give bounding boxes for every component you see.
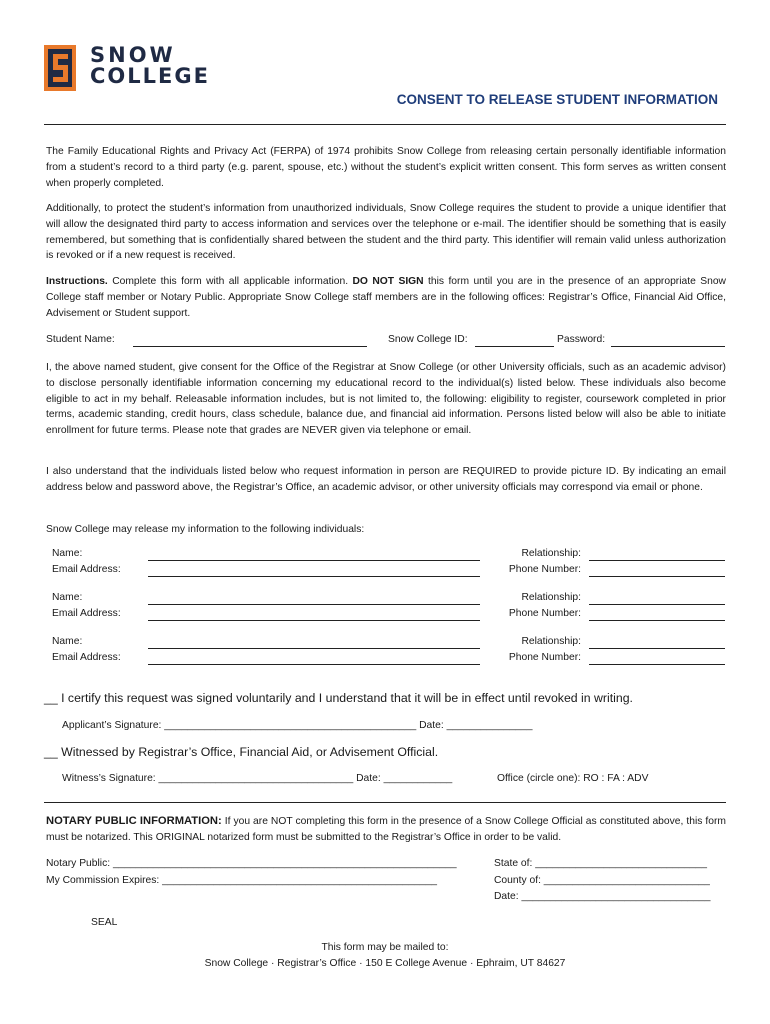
- individual-1-phone-field[interactable]: [589, 576, 725, 577]
- individual-3-name-label: Name:: [52, 636, 83, 647]
- consent-paragraph: I, the above named student, give consent for the Office of the Registrar at Snow College (or other University officials, such as an academic advisor) to disclose personally identifiable information concerning my educational record to the individual(s) listed below. These individuals also become eligible to act in my behalf. Releasable information includes, but is not limited to, the following: eligibility to register, coursework completed in prior terms, academic standing, credit hours, class schedule, balance due, and financial aid information. Persons listed below will also be able to initiate enrollment for future terms. Please note that grades are NEVER given via telephone or email.: [46, 362, 726, 437]
- commission-expires-line[interactable]: My Commission Expires: ________________________________________________: [46, 875, 438, 886]
- individual-2-email-field[interactable]: [148, 620, 480, 621]
- applicant-signature-line[interactable]: Applicant’s Signature: ____________________________________________ Date: _______________: [62, 720, 533, 731]
- individual-3-name-field[interactable]: [148, 648, 480, 649]
- individual-2-phone-label: Phone Number:: [508, 608, 581, 619]
- instructions-text-1: Complete this form with all applicable information.: [107, 276, 353, 287]
- student-id-field[interactable]: [475, 346, 554, 347]
- instructions-label: Instructions.: [46, 276, 108, 287]
- ferpa-paragraph: The Family Educational Rights and Privacy Act (FERPA) of 1974 prohibits Snow College from releasing certain personally identifiable information from a student’s record to a third party (e.g. parent, spouse, etc.) without the student’s explicit written consent. This form serves as written consent when properly completed.: [46, 146, 726, 189]
- individual-1-relationship-label: Relationship:: [521, 548, 581, 559]
- title-divider: [44, 124, 726, 125]
- seal-label: SEAL: [91, 917, 118, 928]
- witness-signature-line[interactable]: Witness’s Signature: __________________________________ Date: ____________: [62, 773, 453, 784]
- do-not-sign-text: DO NOT SIGN: [352, 276, 424, 287]
- individual-1-phone-label: Phone Number:: [508, 564, 581, 575]
- notary-paragraph: [46, 814, 726, 846]
- county-line[interactable]: County of: _____________________________: [494, 875, 710, 886]
- student-id-label: Snow College ID:: [388, 334, 468, 345]
- instructions-paragraph: [46, 274, 726, 321]
- student-name-label: Student Name:: [46, 334, 115, 345]
- student-name-field[interactable]: [133, 346, 367, 347]
- individual-3-phone-label: Phone Number:: [508, 652, 581, 663]
- notary-text: If you are NOT completing this form in the presence of a Snow College Official as constituted above, this form must be notarized. This ORIGINAL notarized form must be submitted to the Registrar’s Office in order to be valid.: [46, 816, 726, 843]
- notary-date-line[interactable]: Date: _________________________________: [494, 891, 711, 902]
- certify-checkbox-blank[interactable]: __: [44, 691, 58, 705]
- logo-line-1: SNOW: [90, 43, 176, 67]
- office-circle-one[interactable]: Office (circle one): RO : FA : ADV: [497, 773, 649, 784]
- password-field[interactable]: [611, 346, 725, 347]
- footer-address: Snow College · Registrar’s Office · 150 E College Avenue · Ephraim, UT 84627: [204, 958, 566, 969]
- release-intro: Snow College may release my information to the following individuals:: [46, 524, 365, 535]
- individual-3-relationship-label: Relationship:: [521, 636, 581, 647]
- instructions-text-2: this form until you are in the presence of an appropriate Snow College staff member or Notary Public. Appropriate Snow College staff members are in the following offices: Registrar’s Office, Financial Aid Office, Advisement or Student support.: [46, 276, 726, 319]
- individual-1-name-field[interactable]: [148, 560, 480, 561]
- witness-text: Witnessed by Registrar’s Office, Financial Aid, or Advisement Official.: [57, 745, 439, 759]
- snow-college-s-mark-icon: [44, 45, 76, 91]
- individual-1-email-field[interactable]: [148, 576, 480, 577]
- notary-public-line[interactable]: Notary Public: ____________________________________________________________: [46, 858, 457, 869]
- individual-3-phone-field[interactable]: [589, 664, 725, 665]
- witness-checkbox-blank[interactable]: __: [44, 745, 58, 759]
- individual-3-email-field[interactable]: [148, 664, 480, 665]
- certify-statement: [44, 690, 633, 706]
- state-line[interactable]: State of: ______________________________: [494, 858, 708, 869]
- individual-2-email-label: Email Address:: [52, 608, 121, 619]
- logo-line-2: COLLEGE: [90, 64, 210, 88]
- page-title: CONSENT TO RELEASE STUDENT INFORMATION: [396, 92, 718, 107]
- identifier-paragraph: Additionally, to protect the student’s information from unauthorized individuals, Snow College requires the student to provide a unique identifier that will allow the designated third party to access information and services over the telephone or e-mail. The identifier should be something that is easily remembered, but something that is confidentially shared between the student and the third party. This identifier will remain valid unless authorization is revoked or if a new request is received.: [46, 203, 726, 262]
- notary-heading: NOTARY PUBLIC INFORMATION:: [46, 815, 222, 827]
- individual-2-phone-field[interactable]: [589, 620, 725, 621]
- logo-wordmark: [90, 45, 210, 87]
- witness-statement: [44, 744, 438, 760]
- individual-1-name-label: Name:: [52, 548, 83, 559]
- footer-mail-label: This form may be mailed to:: [321, 942, 449, 953]
- snow-college-logo: [44, 45, 214, 95]
- individual-3-relationship-field[interactable]: [589, 648, 725, 649]
- individual-2-name-field[interactable]: [148, 604, 480, 605]
- individual-2-relationship-field[interactable]: [589, 604, 725, 605]
- password-label: Password:: [557, 334, 606, 345]
- individual-3-email-label: Email Address:: [52, 652, 121, 663]
- individual-2-relationship-label: Relationship:: [521, 592, 581, 603]
- picture-id-paragraph: I also understand that the individuals listed below who request information in person are REQUIRED to provide picture ID. By indicating an email address below and password above, the Registrar’s Office, an academic advisor, or other university officials may correspond via email or phone.: [46, 466, 726, 493]
- individual-1-relationship-field[interactable]: [589, 560, 725, 561]
- certify-text: I certify this request was signed voluntarily and I understand that it will be in effect until revoked in writing.: [57, 691, 633, 705]
- notary-divider: [44, 802, 726, 803]
- individual-1-email-label: Email Address:: [52, 564, 121, 575]
- individual-2-name-label: Name:: [52, 592, 83, 603]
